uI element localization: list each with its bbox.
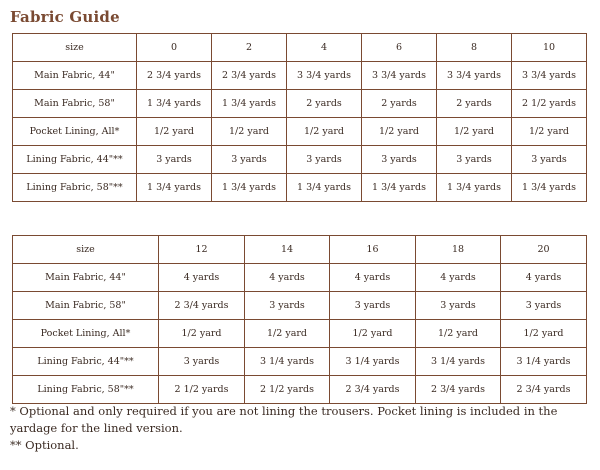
table-cell: 2 3/4 yards xyxy=(137,62,212,90)
table-row xyxy=(13,376,587,404)
size-column-header: 14 xyxy=(245,236,330,264)
table-cell: 2 3/4 yards xyxy=(501,376,587,404)
table-cell: 1/2 yard xyxy=(212,118,287,146)
table-cell: 1/2 yard xyxy=(137,118,212,146)
table-cell: 1/2 yard xyxy=(416,320,501,348)
table-cell: 2 3/4 yards xyxy=(416,376,501,404)
table-cell: 3 yards xyxy=(362,146,437,174)
table-cell: 3 1/4 yards xyxy=(416,348,501,376)
table-row xyxy=(13,118,587,146)
table-cell: 4 yards xyxy=(416,264,501,292)
table-cell: 1 3/4 yards xyxy=(437,174,512,202)
table-cell: 1 3/4 yards xyxy=(212,174,287,202)
size-column-header: 2 xyxy=(212,34,287,62)
table-cell: 2 yards xyxy=(287,90,362,118)
row-label: Lining Fabric, 44"** xyxy=(13,348,159,376)
row-label: Lining Fabric, 58"** xyxy=(13,174,137,202)
table-cell: 4 yards xyxy=(159,264,245,292)
table-cell: 1 3/4 yards xyxy=(212,90,287,118)
table-cell: 1/2 yard xyxy=(245,320,330,348)
table-cell: 4 yards xyxy=(245,264,330,292)
size-column-header: 20 xyxy=(501,236,587,264)
table-row xyxy=(13,174,587,202)
table-cell: 3 3/4 yards xyxy=(437,62,512,90)
size-column-header: 6 xyxy=(362,34,437,62)
table-cell: 1/2 yard xyxy=(287,118,362,146)
size-column-header: 16 xyxy=(330,236,416,264)
table-cell: 2 3/4 yards xyxy=(159,292,245,320)
table-cell: 3 1/4 yards xyxy=(245,348,330,376)
table-header-row xyxy=(13,236,587,264)
table-cell: 3 3/4 yards xyxy=(512,62,587,90)
table-cell: 3 yards xyxy=(501,292,587,320)
table-cell: 2 3/4 yards xyxy=(330,376,416,404)
table-cell: 1/2 yard xyxy=(512,118,587,146)
row-label: Pocket Lining, All* xyxy=(13,118,137,146)
table-cell: 3 yards xyxy=(137,146,212,174)
page-title: Fabric Guide xyxy=(10,8,120,26)
table-cell: 1 3/4 yards xyxy=(512,174,587,202)
size-column-header: 4 xyxy=(287,34,362,62)
table-cell: 2 1/2 yards xyxy=(245,376,330,404)
table-cell: 1/2 yard xyxy=(437,118,512,146)
size-column-header: 12 xyxy=(159,236,245,264)
table-row xyxy=(13,320,587,348)
table-cell: 4 yards xyxy=(330,264,416,292)
footnote-optional: ** Optional. xyxy=(10,438,79,452)
size-column-header: 10 xyxy=(512,34,587,62)
table-row xyxy=(13,146,587,174)
table-cell: 3 yards xyxy=(287,146,362,174)
size-header: size xyxy=(13,34,137,62)
table-cell: 1/2 yard xyxy=(159,320,245,348)
table-row xyxy=(13,90,587,118)
table-row xyxy=(13,62,587,90)
table-cell: 1 3/4 yards xyxy=(362,174,437,202)
table-cell: 3 yards xyxy=(437,146,512,174)
fabric-table-sizes-12-20 xyxy=(12,235,587,404)
size-column-header: 8 xyxy=(437,34,512,62)
row-label: Main Fabric, 58" xyxy=(13,292,159,320)
table-row xyxy=(13,348,587,376)
table-cell: 3 yards xyxy=(245,292,330,320)
table-cell: 1 3/4 yards xyxy=(137,174,212,202)
row-label: Pocket Lining, All* xyxy=(13,320,159,348)
table-cell: 2 1/2 yards xyxy=(159,376,245,404)
table-cell: 2 1/2 yards xyxy=(512,90,587,118)
table-cell: 3 1/4 yards xyxy=(330,348,416,376)
table-cell: 3 3/4 yards xyxy=(362,62,437,90)
row-label: Lining Fabric, 58"** xyxy=(13,376,159,404)
table-cell: 3 yards xyxy=(416,292,501,320)
row-label: Main Fabric, 44" xyxy=(13,264,159,292)
table-cell: 2 yards xyxy=(437,90,512,118)
table-cell: 1/2 yard xyxy=(501,320,587,348)
table-cell: 3 yards xyxy=(330,292,416,320)
table-cell: 3 yards xyxy=(212,146,287,174)
table-cell: 2 yards xyxy=(362,90,437,118)
table-cell: 1/2 yard xyxy=(362,118,437,146)
table-cell: 2 3/4 yards xyxy=(212,62,287,90)
footnotes xyxy=(10,403,590,454)
table-cell: 1 3/4 yards xyxy=(287,174,362,202)
table-row xyxy=(13,264,587,292)
size-column-header: 18 xyxy=(416,236,501,264)
table-cell: 3 3/4 yards xyxy=(287,62,362,90)
fabric-table-sizes-0-10 xyxy=(12,33,587,202)
table-cell: 1 3/4 yards xyxy=(137,90,212,118)
table-row xyxy=(13,292,587,320)
size-column-header: 0 xyxy=(137,34,212,62)
footnote-optional-pocket-lining: * Optional and only required if you are not lining the trousers. Pocket lining is included in the yardage for the lined version. xyxy=(10,404,558,435)
table-cell: 1/2 yard xyxy=(330,320,416,348)
table-header-row xyxy=(13,34,587,62)
size-header: size xyxy=(13,236,159,264)
table-cell: 3 yards xyxy=(159,348,245,376)
row-label: Main Fabric, 44" xyxy=(13,62,137,90)
table-cell: 4 yards xyxy=(501,264,587,292)
table-cell: 3 yards xyxy=(512,146,587,174)
table-cell: 3 1/4 yards xyxy=(501,348,587,376)
row-label: Main Fabric, 58" xyxy=(13,90,137,118)
row-label: Lining Fabric, 44"** xyxy=(13,146,137,174)
